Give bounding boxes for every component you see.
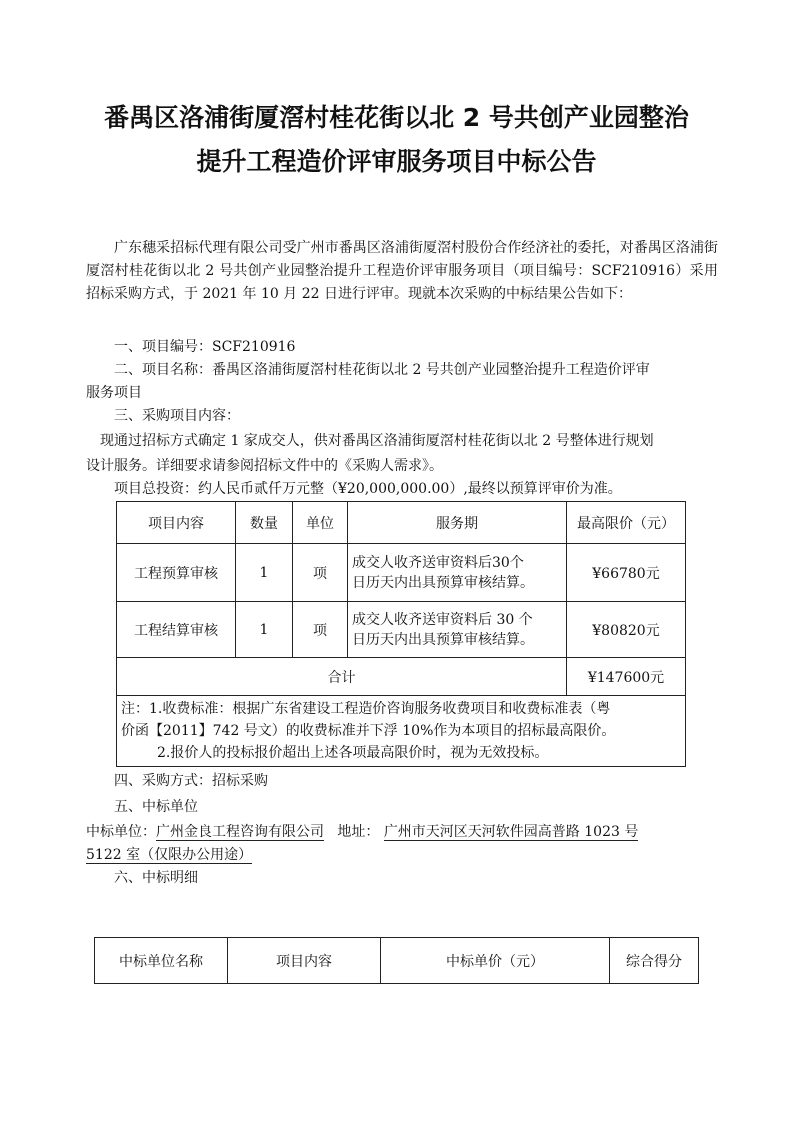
winner-line-1 xyxy=(86,821,638,844)
row-service xyxy=(348,544,567,602)
header-unit-price: 中标单价（元） xyxy=(381,938,610,984)
section-total-investment: 项目总投资：约人民币贰仟万元整（¥20,000,000.00）,最终以预算评审价为准。 xyxy=(114,481,622,497)
note-line-3: 2.报价人的投标报价超出上述各项最高限价时，视为无效投标。 xyxy=(157,745,549,761)
table-row xyxy=(117,544,686,602)
section-content-body-2: 设计服务。详细要求请参阅招标文件中的《采购人需求》。 xyxy=(86,458,443,474)
section-content-body-1: 现通过招标方式确定 1 家成交人，供对番禺区洛浦街厦滘村桂花街以北 2 号整体进行规划 xyxy=(100,433,654,449)
row-price: ¥80820元 xyxy=(567,602,686,658)
row-item: 工程预算审核 xyxy=(117,544,236,602)
note-cell xyxy=(117,696,686,767)
row-item: 工程结算审核 xyxy=(117,602,236,658)
note-line-1: 注：1.收费标准：根据广东省建设工程造价咨询服务收费项目和收费标准表（粤 xyxy=(121,701,611,717)
winner-line-2 xyxy=(86,844,252,867)
row-unit: 项 xyxy=(293,602,348,658)
row-unit: 项 xyxy=(293,544,348,602)
section-project-name-cont: 服务项目 xyxy=(86,385,142,401)
winner-label: 中标单位： xyxy=(86,824,156,840)
header-score: 综合得分 xyxy=(610,938,699,984)
section-project-name: 二、项目名称：番禺区洛浦街厦滘村桂花街以北 2 号共创产业园整治提升工程造价评审 xyxy=(114,362,650,378)
row-price: ¥66780元 xyxy=(567,544,686,602)
total-row xyxy=(117,658,686,696)
row-qty: 1 xyxy=(236,602,293,658)
intro-paragraph: 广东穗采招标代理有限公司受广州市番禺区洛浦街厦滘村股份合作经济社的委托，对番禺区洛浦街厦滘村桂花街以北 2 号共创产业园整治提升工程造价评审服务项目（项目编号：SCF210916）采用招标采购方式，于 2021 年 10 月 22 日进行评审。现就本次采购的中标结果公告如下： xyxy=(86,240,718,302)
note-row xyxy=(117,696,686,767)
total-value: ¥147600元 xyxy=(567,658,686,696)
section-procurement-method: 四、采购方式：招标采购 xyxy=(114,773,268,789)
section-content-heading: 三、采购项目内容： xyxy=(114,408,240,424)
header-item: 项目内容 xyxy=(117,502,236,544)
section-winner-heading: 五、中标单位 xyxy=(114,799,198,815)
section-project-number: 一、项目编号：SCF210916 xyxy=(114,339,296,355)
row-service-line-2: 日历天内出具预算审核结算。 xyxy=(352,631,534,648)
header-service: 服务期 xyxy=(348,502,567,544)
row-service xyxy=(348,602,567,658)
note-line-2: 价函【2011】742 号文）的收费标准并下浮 10%作为本项目的招标最高限价。 xyxy=(121,723,616,739)
title-line-2: 提升工程造价评审服务项目中标公告 xyxy=(196,147,597,176)
total-label: 合计 xyxy=(117,658,567,696)
winner-address-cont: 5122 室（仅限办公用途） xyxy=(86,847,253,863)
table-row xyxy=(117,602,686,658)
winner-table xyxy=(94,937,699,984)
winner-name: 广州金良工程咨询有限公司 xyxy=(156,824,324,840)
price-table xyxy=(116,501,686,767)
row-service-line-2: 日历天内出具预算审核结算。 xyxy=(352,574,534,591)
row-service-line-1: 成交人收齐送审资料后 30 个 xyxy=(352,611,533,628)
winner-address-label: 地址： xyxy=(337,824,380,840)
winner-address: 广州市天河区天河软件园高普路 1023 号 xyxy=(383,824,639,840)
section-winner-details: 六、中标明细 xyxy=(114,870,198,886)
header-winner-name: 中标单位名称 xyxy=(95,938,228,984)
title-line-1: 番禺区洛浦街厦滘村桂花街以北 2 号共创产业园整治 xyxy=(104,103,689,132)
winner-table-header xyxy=(95,938,699,984)
header-unit: 单位 xyxy=(293,502,348,544)
header-project-content: 项目内容 xyxy=(228,938,381,984)
price-table-header xyxy=(117,502,686,544)
row-qty: 1 xyxy=(236,544,293,602)
header-qty: 数量 xyxy=(236,502,293,544)
header-price: 最高限价（元） xyxy=(567,502,686,544)
row-service-line-1: 成交人收齐送审资料后30个 xyxy=(352,554,524,571)
